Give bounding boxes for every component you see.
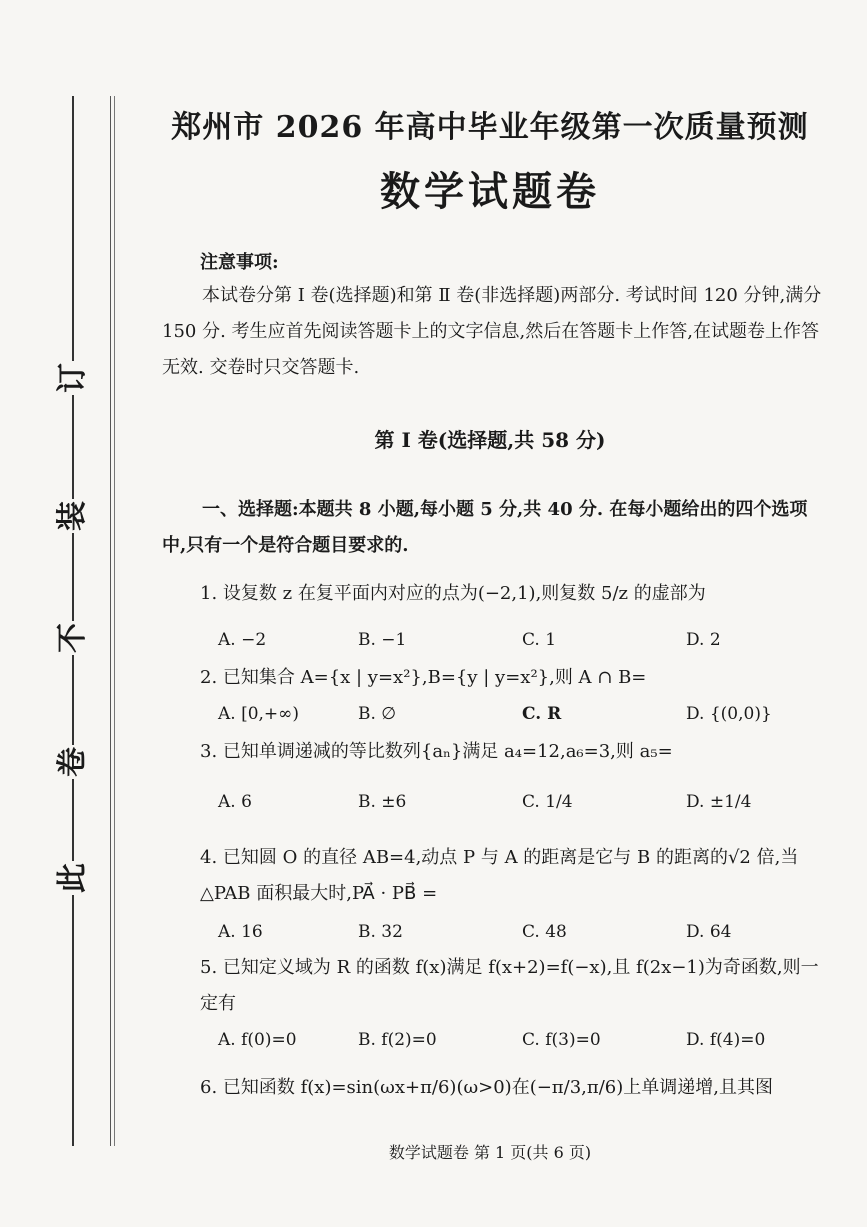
binding-margin [52,96,114,1146]
option-d: D. ±1/4 [686,792,752,812]
question-options [218,792,830,822]
question-stem: 6. 已知函数 f(x)=sin(ωx+π/6)(ω>0)在(−π/3,π/6)上单调递增,且其图 [200,1077,773,1098]
question-options [218,922,830,952]
part-heading: 一、选择题:本题共 8 小题,每小题 5 分,共 40 分. 在每小题给出的四个选项中,只有一个是符合题目要求的. [162,499,808,556]
option-b: B. −1 [358,630,407,650]
option-d: D. f(4)=0 [686,1030,766,1050]
option-c: C. R [522,704,562,724]
question-options [218,1030,830,1060]
binding-char: 不 [53,621,93,655]
question-stem: 3. 已知单调递减的等比数列{aₙ}满足 a₄=12,a₆=3,则 a₅= [200,741,673,762]
notice-body: 本试卷分第 Ⅰ 卷(选择题)和第 Ⅱ 卷(非选择题)两部分. 考试时间 120 分钟,满分 150 分. 考生应首先阅读答题卡上的文字信息,然后在答题卡上作答,在试题卷上作答无效. 交卷时只交答题卡. [162,285,822,378]
page-footer: 数学试题卷 第 1 页(共 6 页) [388,1143,592,1162]
option-d: D. {(0,0)} [686,704,772,724]
option-a: A. 16 [218,922,263,942]
binding-char: 卷 [53,745,93,779]
notice-heading: 注意事项: [200,252,279,273]
option-a: A. −2 [218,630,267,650]
binding-char: 订 [53,361,93,395]
binding-line [110,96,111,1146]
question-options [218,704,830,734]
option-b: B. ±6 [358,792,407,812]
option-c: C. 48 [522,922,567,942]
question-stem: 1. 设复数 z 在复平面内对应的点为(−2,1),则复数 5/z 的虚部为 [200,583,706,604]
option-a: A. 6 [218,792,252,812]
binding-line [114,96,115,1146]
option-a: A. [0,+∞) [218,704,299,724]
option-b: B. f(2)=0 [358,1030,437,1050]
question-options [218,630,830,660]
section-title: 第 Ⅰ 卷(选择题,共 58 分) [374,428,606,452]
question-stem: 2. 已知集合 A={x | y=x²},B={y | y=x²},则 A ∩ B= [200,667,647,688]
option-a: A. f(0)=0 [218,1030,297,1050]
option-b: B. 32 [358,922,403,942]
exam-title: 郑州市 2026 年高中毕业年级第一次质量预测 [171,110,809,145]
question-stem: 4. 已知圆 O 的直径 AB=4,动点 P 与 A 的距离是它与 B 的距离的√2 倍,当△PAB 面积最大时,PA⃗ · PB⃗ = [200,847,799,904]
question-stem: 5. 已知定义域为 R 的函数 f(x)满足 f(x+2)=f(−x),且 f(2x−1)为奇函数,则一定有 [200,957,819,1014]
binding-char: 此 [53,861,93,895]
option-d: D. 2 [686,630,721,650]
option-d: D. 64 [686,922,732,942]
option-c: C. 1 [522,630,557,650]
exam-subtitle: 数学试题卷 [380,169,600,215]
option-c: C. 1/4 [522,792,573,812]
option-c: C. f(3)=0 [522,1030,601,1050]
binding-char: 装 [53,499,93,533]
option-b: B. ∅ [358,704,397,724]
